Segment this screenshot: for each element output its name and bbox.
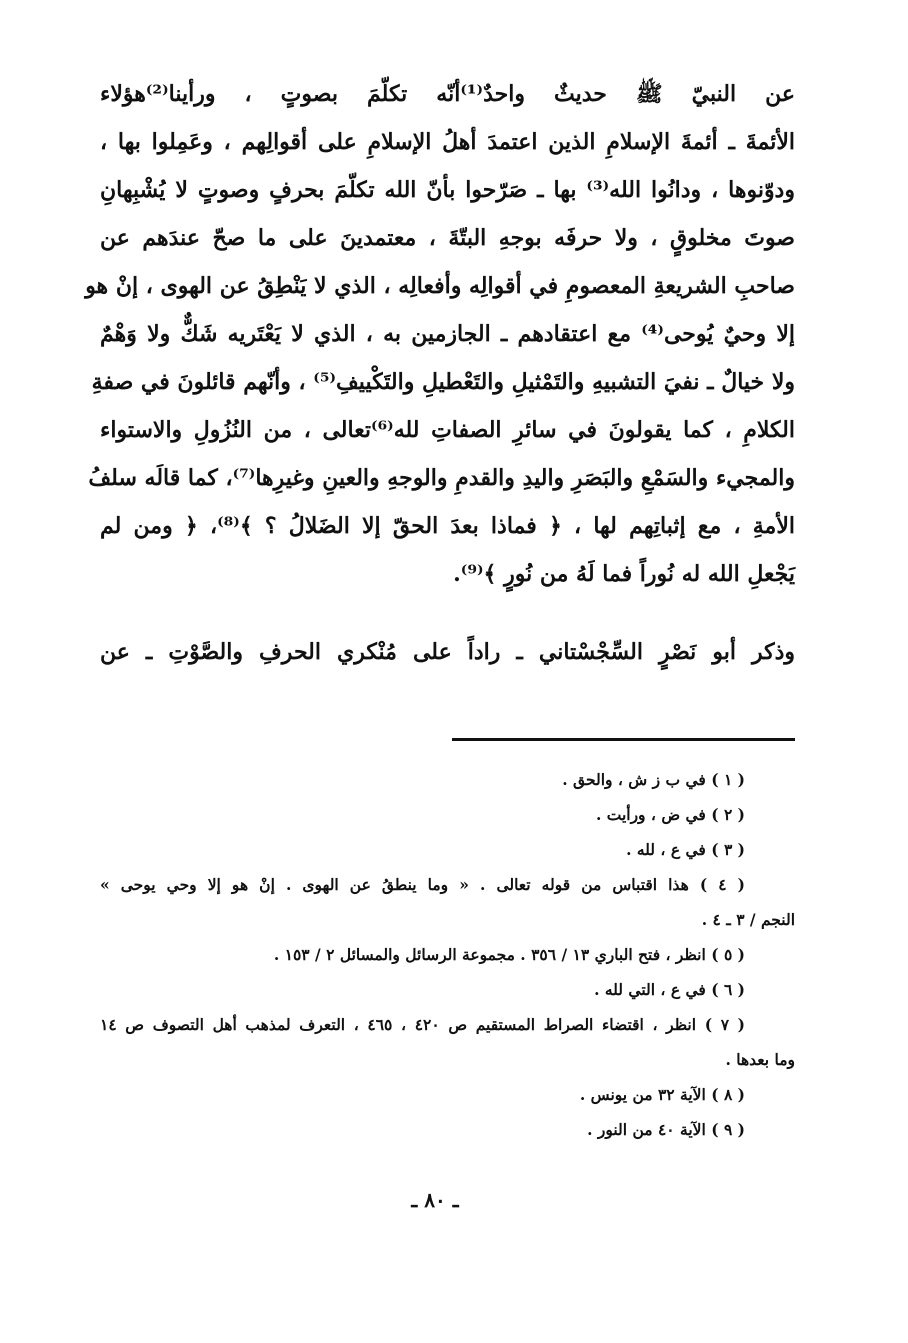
footnote-9: ( ٩ ) الآية ٤٠ من النور . bbox=[587, 1120, 745, 1139]
footnote-4: ( ٤ ) هذا اقتباس من قوله تعالى . « وما ينطقُ عن الهوى . إنْ هو إلا وحي يوحى » bbox=[100, 875, 745, 894]
footnote-6: ( ٦ ) في ع ، التي لله . bbox=[594, 980, 745, 999]
body-line-5: صاحبِ الشريعةِ المعصومِ في أقوالِه وأفعالِه ، الذي لا يَنْطِقُ عن الهوى ، إنْ هو bbox=[85, 273, 795, 299]
para2-line-1: وذكر أبو نَصْرٍ السِّجْسْتاني ـ راداً على مُنْكري الحرفِ والصَّوْتِ ـ عن bbox=[100, 639, 796, 665]
body-line-9: والمجيء والسَمْعِ والبَصَرِ واليدِ والقدمِ والوجهِ والعينِ وغيرِها⁽⁷⁾، كما قالَه سلفُ bbox=[88, 465, 795, 491]
page-number: ـ ٨٠ ـ bbox=[411, 1188, 459, 1212]
body-line-8: الكلامِ ، كما يقولونَ في سائرِ الصفاتِ لله⁽⁶⁾تعالى ، من النُزُولِ والاستواء bbox=[100, 417, 795, 443]
body-line-7: ولا خيالٌ ـ نفيَ التشبيهِ والتَمْثيلِ والتَعْطيلِ والتَكْييفِ⁽⁵⁾ ، وأنّهم قائلونَ في صفةِ bbox=[91, 369, 795, 395]
footnote-7-continued: وما بعدها . bbox=[725, 1050, 795, 1069]
main-paragraph bbox=[85, 70, 796, 598]
footnotes bbox=[100, 762, 795, 1147]
footnote-7: ( ٧ ) انظر ، اقتضاء الصراط المستقيم ص ٤٢٠ ، ٤٦٥ ، التعرف لمذهب أهل التصوف ص ١٤ bbox=[100, 1015, 745, 1034]
body-line-6: إلا وحيٌ يُوحى⁽⁴⁾ مع اعتقادهم ـ الجازمين به ، الذي لا يَعْتَريه شَكٌّ ولا وَهْمٌ bbox=[100, 321, 796, 347]
footnote-3: ( ٣ ) في ع ، لله . bbox=[626, 840, 745, 859]
footnote-5: ( ٥ ) انظر ، فتح الباري ١٣ / ٣٥٦ . مجموعة الرسائل والمسائل ٢ / ١٥٣ . bbox=[273, 945, 745, 964]
footnote-2: ( ٢ ) في ض ، ورأيت . bbox=[595, 805, 745, 824]
footnote-1: ( ١ ) في ب ز ش ، والحق . bbox=[562, 770, 745, 789]
body-line-10: الأمةِ ، مع إثباتِهم لها ، ﴿ فماذا بعدَ الحقّ إلا الضَلالُ ؟ ﴾⁽⁸⁾، ﴿ ومن لم bbox=[100, 513, 795, 539]
footnote-divider bbox=[452, 738, 795, 741]
body-line-4: صوتَ مخلوقٍ ، ولا حرفَه بوجهِ البتّةَ ، معتمدينَ على ما صحّ عندَهم عن bbox=[100, 225, 795, 251]
body-line-2: الأئمةَ ـ أئمةَ الإسلامِ الذين اعتمدَ أهلُ الإسلامِ على أقوالِهم ، وعَمِلوا بها ، bbox=[100, 129, 795, 155]
footnote-4-continued: النجم / ٣ ـ ٤ . bbox=[701, 910, 795, 929]
body-line-11: يَجْعلِ الله له نُوراً فما لَهُ من نُورٍ ﴾⁽⁹⁾. bbox=[453, 561, 795, 587]
footnote-8: ( ٨ ) الآية ٣٢ من يونس . bbox=[579, 1085, 745, 1104]
body-line-1: عن النبيّ ﷺ حديثٌ واحدٌ⁽¹⁾أنّه تكلّمَ بصوتٍ ، ورأينا⁽²⁾هؤلاء bbox=[100, 81, 795, 107]
body-line-3: ودوّنوها ، ودانُوا الله⁽³⁾ بها ـ صَرّحوا بأنّ الله تكلّمَ بحرفٍ وصوتٍ لا يُشْبِهانِ bbox=[100, 177, 795, 203]
second-paragraph bbox=[100, 628, 795, 676]
